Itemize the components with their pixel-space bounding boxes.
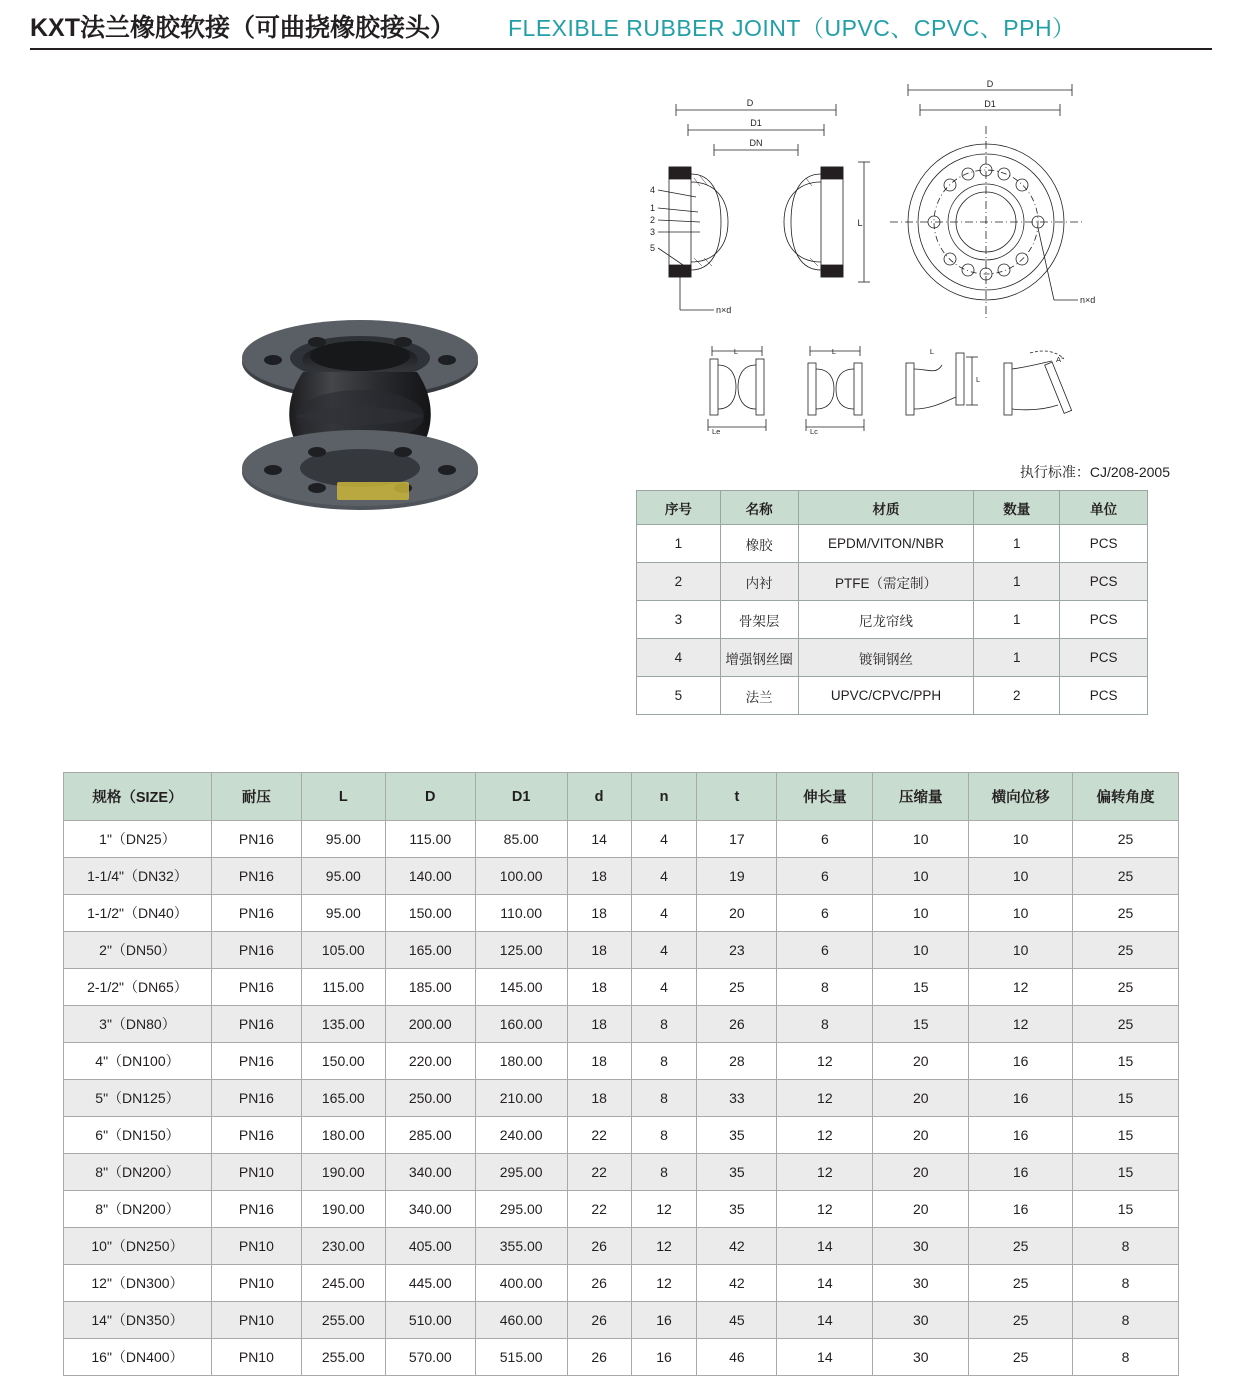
spec-cell: 14: [777, 1265, 873, 1302]
spec-cell: 25: [969, 1339, 1073, 1376]
spec-cell: 30: [873, 1302, 969, 1339]
spec-cell: 25: [1073, 821, 1179, 858]
page-title-english: FLEXIBLE RUBBER JOINT（UPVC、CPVC、PPH）: [508, 15, 1076, 41]
svg-text:n×d: n×d: [716, 305, 732, 315]
svg-text:L: L: [831, 347, 837, 356]
spec-cell: 165.00: [385, 932, 475, 969]
spec-cell: 16: [969, 1154, 1073, 1191]
parts-cell: 法兰: [720, 677, 798, 715]
svg-text:D1: D1: [750, 118, 762, 128]
spec-cell: 8: [1073, 1228, 1179, 1265]
spec-cell: 10: [969, 821, 1073, 858]
spec-cell: 570.00: [385, 1339, 475, 1376]
svg-text:L: L: [857, 218, 863, 228]
spec-cell: 165.00: [301, 1080, 385, 1117]
spec-cell: 18: [567, 1043, 631, 1080]
spec-cell: 2"（DN50）: [64, 932, 212, 969]
table-row: [64, 969, 1179, 1006]
spec-cell: 8: [631, 1006, 697, 1043]
spec-cell: 4"（DN100）: [64, 1043, 212, 1080]
spec-header-deflection: 偏转角度: [1073, 773, 1179, 821]
spec-cell: 8: [777, 1006, 873, 1043]
spec-header-d: D: [385, 773, 475, 821]
spec-header-lateral: 横向位移: [969, 773, 1073, 821]
spec-cell: 230.00: [301, 1228, 385, 1265]
parts-cell: 尼龙帘线: [798, 601, 974, 639]
spec-cell: 15: [1073, 1080, 1179, 1117]
spec-cell: 85.00: [475, 821, 567, 858]
spec-cell: 405.00: [385, 1228, 475, 1265]
parts-header-material: 材质: [798, 491, 974, 525]
header-divider: [30, 48, 1212, 50]
spec-cell: 340.00: [385, 1191, 475, 1228]
spec-cell: 14: [777, 1302, 873, 1339]
svg-text:D: D: [746, 98, 754, 108]
spec-cell: 30: [873, 1228, 969, 1265]
spec-cell: 6"（DN150）: [64, 1117, 212, 1154]
spec-cell: 12: [969, 1006, 1073, 1043]
spec-cell: 10: [969, 858, 1073, 895]
spec-cell: 15: [1073, 1191, 1179, 1228]
spec-cell: 20: [873, 1191, 969, 1228]
spec-cell: 12: [969, 969, 1073, 1006]
parts-cell: 4: [637, 639, 721, 677]
spec-cell: 125.00: [475, 932, 567, 969]
parts-cell: 1: [974, 563, 1060, 601]
spec-cell: 33: [697, 1080, 777, 1117]
spec-cell: 15: [1073, 1154, 1179, 1191]
table-row: [64, 1006, 1179, 1043]
spec-cell: 8: [1073, 1265, 1179, 1302]
parts-cell: 橡胶: [720, 525, 798, 563]
spec-cell: 19: [697, 858, 777, 895]
spec-cell: PN10: [211, 1339, 301, 1376]
spec-cell: 445.00: [385, 1265, 475, 1302]
spec-cell: 12: [777, 1154, 873, 1191]
spec-cell: 2-1/2"（DN65）: [64, 969, 212, 1006]
spec-cell: 16: [631, 1302, 697, 1339]
parts-cell: PTFE（需定制）: [798, 563, 974, 601]
spec-cell: 95.00: [301, 858, 385, 895]
table-row: [637, 601, 1148, 639]
spec-cell: 12"（DN300）: [64, 1265, 212, 1302]
spec-cell: 200.00: [385, 1006, 475, 1043]
table-row: [64, 1043, 1179, 1080]
parts-header-qty: 数量: [974, 491, 1060, 525]
spec-cell: 10"（DN250）: [64, 1228, 212, 1265]
parts-cell: PCS: [1060, 601, 1148, 639]
spec-cell: 295.00: [475, 1154, 567, 1191]
spec-cell: 14: [567, 821, 631, 858]
spec-cell: 16: [969, 1080, 1073, 1117]
spec-cell: 16: [969, 1191, 1073, 1228]
parts-cell: 2: [637, 563, 721, 601]
svg-text:Lc: Lc: [810, 427, 818, 436]
spec-cell: 20: [697, 895, 777, 932]
spec-cell: PN16: [211, 1117, 301, 1154]
spec-header-d-small: d: [567, 773, 631, 821]
parts-table-header-row: [637, 491, 1148, 525]
parts-cell: 镀铜钢丝: [798, 639, 974, 677]
spec-cell: 10: [969, 895, 1073, 932]
svg-text:1: 1: [650, 203, 656, 213]
spec-cell: 15: [873, 969, 969, 1006]
spec-cell: 190.00: [301, 1191, 385, 1228]
spec-cell: 160.00: [475, 1006, 567, 1043]
spec-cell: 30: [873, 1339, 969, 1376]
page-header: [0, 0, 1242, 52]
spec-cell: 46: [697, 1339, 777, 1376]
spec-cell: PN16: [211, 1080, 301, 1117]
spec-cell: 14"（DN350）: [64, 1302, 212, 1339]
spec-header-compression: 压缩量: [873, 773, 969, 821]
table-row: [64, 1117, 1179, 1154]
svg-text:2: 2: [650, 215, 656, 225]
spec-header-pressure: 耐压: [211, 773, 301, 821]
spec-cell: PN16: [211, 858, 301, 895]
spec-cell: 12: [777, 1117, 873, 1154]
spec-cell: PN16: [211, 1043, 301, 1080]
spec-cell: 1-1/2"（DN40）: [64, 895, 212, 932]
spec-cell: 25: [1073, 895, 1179, 932]
spec-cell: 110.00: [475, 895, 567, 932]
spec-cell: 25: [1073, 969, 1179, 1006]
table-row: [64, 1191, 1179, 1228]
spec-cell: 3"（DN80）: [64, 1006, 212, 1043]
spec-cell: 12: [631, 1265, 697, 1302]
spec-cell: 10: [873, 932, 969, 969]
spec-cell: 8: [631, 1043, 697, 1080]
spec-cell: 25: [969, 1228, 1073, 1265]
spec-table-header-row: [64, 773, 1179, 821]
spec-cell: 25: [1073, 932, 1179, 969]
spec-cell: 25: [1073, 1006, 1179, 1043]
spec-cell: 16: [969, 1117, 1073, 1154]
specification-table-wrapper: [63, 772, 1179, 1376]
spec-cell: 4: [631, 821, 697, 858]
svg-text:D1: D1: [984, 99, 996, 109]
spec-cell: 6: [777, 821, 873, 858]
spec-cell: 22: [567, 1191, 631, 1228]
svg-text:L: L: [733, 347, 739, 356]
svg-text:D: D: [986, 79, 994, 89]
spec-cell: 220.00: [385, 1043, 475, 1080]
spec-cell: 26: [567, 1265, 631, 1302]
spec-cell: 20: [873, 1080, 969, 1117]
table-row: [64, 821, 1179, 858]
spec-cell: 250.00: [385, 1080, 475, 1117]
technical-drawing: [636, 62, 1176, 462]
spec-cell: 26: [567, 1339, 631, 1376]
spec-cell: 16: [969, 1043, 1073, 1080]
spec-cell: 115.00: [301, 969, 385, 1006]
spec-cell: PN16: [211, 895, 301, 932]
spec-header-size: 规格（SIZE）: [64, 773, 212, 821]
spec-cell: 10: [969, 932, 1073, 969]
spec-cell: 95.00: [301, 821, 385, 858]
spec-cell: 25: [1073, 858, 1179, 895]
table-row: [64, 1302, 1179, 1339]
parts-cell: 增强钢丝圈: [720, 639, 798, 677]
spec-cell: 12: [777, 1191, 873, 1228]
spec-cell: 285.00: [385, 1117, 475, 1154]
spec-cell: 115.00: [385, 821, 475, 858]
parts-cell: PCS: [1060, 677, 1148, 715]
spec-cell: 12: [631, 1228, 697, 1265]
spec-cell: 14: [777, 1339, 873, 1376]
spec-cell: 185.00: [385, 969, 475, 1006]
table-row: [64, 1339, 1179, 1376]
spec-cell: 210.00: [475, 1080, 567, 1117]
spec-cell: 17: [697, 821, 777, 858]
spec-cell: PN16: [211, 1191, 301, 1228]
spec-cell: 18: [567, 895, 631, 932]
spec-cell: 26: [697, 1006, 777, 1043]
spec-cell: 1-1/4"（DN32）: [64, 858, 212, 895]
svg-text:3: 3: [650, 227, 656, 237]
spec-cell: 8: [1073, 1339, 1179, 1376]
spec-cell: 240.00: [475, 1117, 567, 1154]
spec-cell: 255.00: [301, 1302, 385, 1339]
spec-cell: 8: [777, 969, 873, 1006]
spec-cell: 8: [1073, 1302, 1179, 1339]
spec-cell: 18: [567, 1006, 631, 1043]
parts-cell: 2: [974, 677, 1060, 715]
spec-cell: 400.00: [475, 1265, 567, 1302]
parts-cell: 1: [974, 601, 1060, 639]
spec-cell: 6: [777, 932, 873, 969]
spec-cell: PN10: [211, 1228, 301, 1265]
parts-cell: 内衬: [720, 563, 798, 601]
spec-cell: 20: [873, 1154, 969, 1191]
spec-cell: 6: [777, 858, 873, 895]
table-row: [64, 1080, 1179, 1117]
spec-cell: PN16: [211, 932, 301, 969]
spec-cell: 510.00: [385, 1302, 475, 1339]
table-row: [637, 639, 1148, 677]
table-row: [64, 858, 1179, 895]
spec-cell: 15: [1073, 1043, 1179, 1080]
spec-cell: 135.00: [301, 1006, 385, 1043]
spec-cell: 12: [631, 1191, 697, 1228]
spec-cell: 8"（DN200）: [64, 1154, 212, 1191]
parts-cell: 1: [974, 525, 1060, 563]
parts-header-name: 名称: [720, 491, 798, 525]
spec-cell: 22: [567, 1117, 631, 1154]
parts-cell: 5: [637, 677, 721, 715]
table-row: [64, 932, 1179, 969]
table-row: [637, 525, 1148, 563]
spec-cell: 10: [873, 821, 969, 858]
spec-header-n: n: [631, 773, 697, 821]
spec-cell: PN16: [211, 1006, 301, 1043]
specification-table: [63, 772, 1179, 1376]
parts-header-unit: 单位: [1060, 491, 1148, 525]
svg-text:Le: Le: [712, 427, 721, 436]
spec-cell: 14: [777, 1228, 873, 1265]
spec-cell: 8: [631, 1154, 697, 1191]
spec-cell: 22: [567, 1154, 631, 1191]
spec-cell: 12: [777, 1043, 873, 1080]
spec-cell: 30: [873, 1265, 969, 1302]
spec-cell: 145.00: [475, 969, 567, 1006]
spec-cell: 460.00: [475, 1302, 567, 1339]
parts-cell: EPDM/VITON/NBR: [798, 525, 974, 563]
spec-cell: 35: [697, 1191, 777, 1228]
spec-cell: 5"（DN125）: [64, 1080, 212, 1117]
spec-cell: 8: [631, 1080, 697, 1117]
table-row: [64, 1265, 1179, 1302]
spec-cell: 355.00: [475, 1228, 567, 1265]
spec-cell: 12: [777, 1080, 873, 1117]
spec-cell: 15: [873, 1006, 969, 1043]
spec-cell: 255.00: [301, 1339, 385, 1376]
spec-cell: 10: [873, 895, 969, 932]
spec-cell: 18: [567, 969, 631, 1006]
spec-cell: 4: [631, 932, 697, 969]
parts-cell: 3: [637, 601, 721, 639]
parts-cell: PCS: [1060, 563, 1148, 601]
spec-cell: 10: [873, 858, 969, 895]
spec-cell: 180.00: [301, 1117, 385, 1154]
parts-table: [636, 490, 1148, 715]
svg-text:5: 5: [650, 243, 656, 253]
parts-cell: 1: [974, 639, 1060, 677]
spec-cell: 42: [697, 1228, 777, 1265]
svg-text:L: L: [976, 375, 981, 384]
spec-cell: 25: [969, 1265, 1073, 1302]
svg-text:DN: DN: [749, 138, 763, 148]
svg-text:L: L: [929, 347, 935, 356]
spec-cell: 100.00: [475, 858, 567, 895]
table-row: [64, 895, 1179, 932]
spec-header-t: t: [697, 773, 777, 821]
spec-cell: 4: [631, 969, 697, 1006]
spec-cell: 4: [631, 858, 697, 895]
spec-cell: 16: [631, 1339, 697, 1376]
spec-cell: 8: [631, 1117, 697, 1154]
spec-cell: 95.00: [301, 895, 385, 932]
spec-cell: 45: [697, 1302, 777, 1339]
spec-cell: PN10: [211, 1154, 301, 1191]
parts-cell: 骨架层: [720, 601, 798, 639]
spec-cell: 35: [697, 1154, 777, 1191]
spec-cell: 35: [697, 1117, 777, 1154]
spec-cell: 18: [567, 858, 631, 895]
spec-cell: 16"（DN400）: [64, 1339, 212, 1376]
spec-cell: 150.00: [301, 1043, 385, 1080]
spec-cell: 150.00: [385, 895, 475, 932]
spec-cell: 15: [1073, 1117, 1179, 1154]
parts-cell: 1: [637, 525, 721, 563]
table-row: [637, 563, 1148, 601]
spec-cell: 190.00: [301, 1154, 385, 1191]
svg-text:A°: A°: [1056, 355, 1065, 364]
spec-cell: 26: [567, 1302, 631, 1339]
spec-cell: 20: [873, 1117, 969, 1154]
spec-cell: 105.00: [301, 932, 385, 969]
spec-cell: 515.00: [475, 1339, 567, 1376]
spec-header-d1: D1: [475, 773, 567, 821]
spec-cell: 245.00: [301, 1265, 385, 1302]
spec-header-l: L: [301, 773, 385, 821]
spec-cell: 25: [697, 969, 777, 1006]
spec-cell: PN10: [211, 1302, 301, 1339]
table-row: [64, 1228, 1179, 1265]
parts-cell: PCS: [1060, 525, 1148, 563]
spec-cell: 23: [697, 932, 777, 969]
spec-cell: PN10: [211, 1265, 301, 1302]
spec-cell: 140.00: [385, 858, 475, 895]
spec-cell: 180.00: [475, 1043, 567, 1080]
spec-cell: 6: [777, 895, 873, 932]
product-photo: [225, 320, 545, 540]
spec-cell: 340.00: [385, 1154, 475, 1191]
spec-cell: 25: [969, 1302, 1073, 1339]
spec-cell: PN16: [211, 969, 301, 1006]
spec-cell: 8"（DN200）: [64, 1191, 212, 1228]
parts-cell: PCS: [1060, 639, 1148, 677]
spec-header-elongation: 伸长量: [777, 773, 873, 821]
spec-cell: 18: [567, 1080, 631, 1117]
spec-cell: PN16: [211, 821, 301, 858]
svg-text:4: 4: [650, 185, 656, 195]
standard-note: 执行标准：CJ/208-2005: [1019, 464, 1170, 480]
spec-cell: 42: [697, 1265, 777, 1302]
parts-cell: UPVC/CPVC/PPH: [798, 677, 974, 715]
spec-cell: 4: [631, 895, 697, 932]
spec-cell: 295.00: [475, 1191, 567, 1228]
spec-cell: 28: [697, 1043, 777, 1080]
spec-cell: 1"（DN25）: [64, 821, 212, 858]
page-title-chinese: KXT法兰橡胶软接（可曲挠橡胶接头）: [30, 14, 456, 42]
spec-cell: 20: [873, 1043, 969, 1080]
parts-header-no: 序号: [637, 491, 721, 525]
svg-text:n×d: n×d: [1080, 295, 1096, 305]
table-row: [637, 677, 1148, 715]
spec-cell: 18: [567, 932, 631, 969]
spec-cell: 26: [567, 1228, 631, 1265]
table-row: [64, 1154, 1179, 1191]
